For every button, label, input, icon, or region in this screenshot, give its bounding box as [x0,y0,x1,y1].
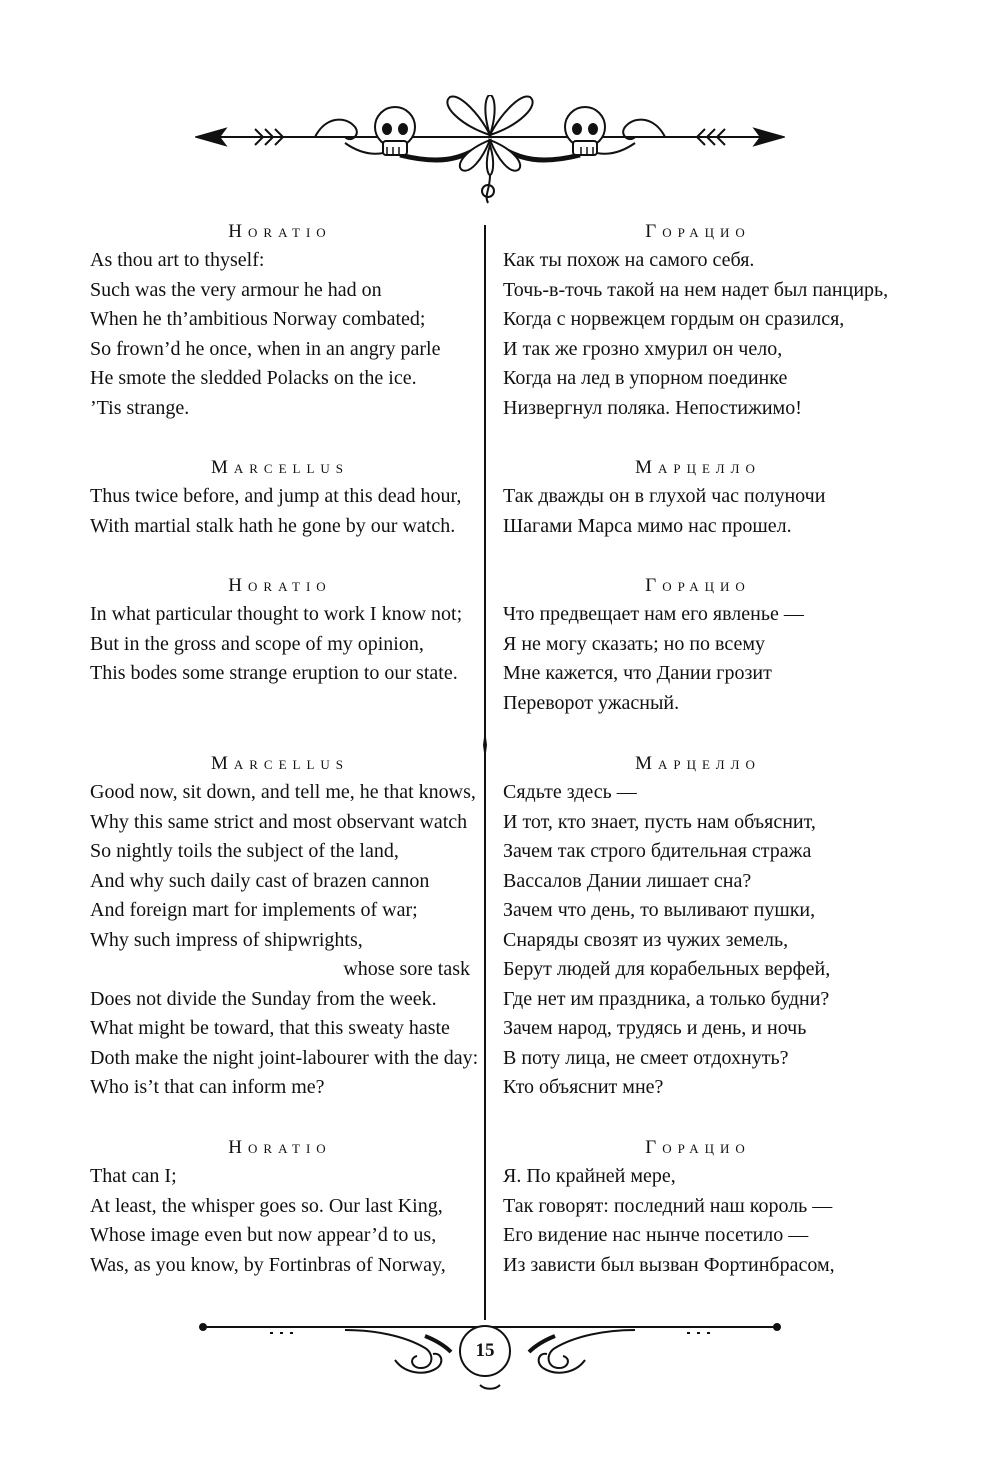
verse-line: Who is’t that can inform me? [90,1076,325,1098]
speaker-name: Marcellus [210,753,350,774]
verse-line: And why such daily cast of brazen cannon [90,869,430,892]
verse-line: Снаряды свозят из чужих земель, [503,928,789,951]
verse-line: And foreign mart for implements of war; [90,899,418,921]
verse-line: И так же грозно хмурил он чело, [503,337,783,360]
verse-line: Когда с норвежцем гордым он сразился, [503,308,845,330]
verse-line: Why such impress of shipwrights, [90,928,363,951]
verse-line: Why this same strict and most observant watch [90,810,468,833]
verse-line: Мне кажется, что Дании грозит [503,662,772,684]
verse-line: И тот, кто знает, пусть нам объяснит, [503,810,816,833]
verse-line: Точь-в-точь такой на нем надет был панцирь, [503,278,889,301]
verse-line: Где нет им праздника, а только будни? [503,987,830,1010]
verse-line: ’Tis strange. [90,396,190,419]
verse-line: Из зависти был вызван Фортинбрасом, [503,1253,835,1276]
verse-line: At least, the whisper goes so. Our last King, [90,1194,443,1217]
verse-line: Вассалов Дании лишает сна? [503,869,752,892]
speaker-name: Marcellus [210,457,350,478]
verse-line: Его видение нас нынче посетило — [503,1224,809,1246]
lily-icon [447,95,532,203]
verse-line: Берут людей для корабельных верфей, [503,958,831,980]
verse-line: As thou art to thyself: [90,249,265,271]
verse-line: But in the gross and scope of my opinion, [90,632,424,655]
verse-line: Я. По крайней мере, [503,1165,676,1187]
speaker-name: Марцелло [635,753,761,774]
speech-horatio-en-3 [90,1134,470,1280]
verse-line: So nightly toils the subject of the land, [90,840,399,862]
verse-line: Good now, sit down, and tell me, he that knows, [90,781,476,803]
verse-line: Когда на лед в упорном поединке [503,367,788,389]
speaker-name: Горацио [645,1137,751,1158]
speech-horatio-en-2 [90,572,470,689]
verse-line: Зачем что день, то выливают пушки, [503,899,816,921]
right-skull-icon [565,107,605,155]
verse-line: He smote the sledded Polacks on the ice. [90,367,417,389]
verse-line: Кто объяснит мне? [503,1076,664,1098]
speech-marcellus-en-2 [90,750,479,1103]
verse-line: Что предвещает нам его явленье — [503,603,804,625]
verse-line: With martial stalk hath he gone by our watch. [90,514,456,537]
verse-line: Thus twice before, and jump at this dead hour, [90,485,462,507]
verse-line: Переворот ужасный. [503,691,680,714]
speaker-name: Horatio [228,575,332,596]
verse-line: This bodes some strange eruption to our state. [90,662,458,684]
verse-line: Как ты похож на самого себя. [503,249,755,271]
speaker-name: Horatio [228,221,332,242]
verse-line: What might be toward, that this sweaty haste [90,1017,450,1039]
page-number: 15 [459,1325,511,1377]
verse-line: So frown’d he once, when in an angry parle [90,337,441,360]
verse-line: In what particular thought to work I know not; [90,603,463,625]
speech-marcellus-ru-2 [503,750,893,1103]
verse-line: When he th’ambitious Norway combated; [90,308,426,330]
speaker-name: Горацио [645,221,751,242]
speaker-name: Горацио [645,575,751,596]
verse-line: В поту лица, не смеет отдохнуть? [503,1046,789,1069]
verse-line: Я не могу сказать; но по всему [503,632,766,655]
speech-horatio-en-1 [90,218,470,423]
top-ornament-skulls-lily-icon [195,95,785,225]
verse-line: Does not divide the Sunday from the week. [90,987,437,1010]
verse-line: Так дважды он в глухой час полуночи [503,485,826,507]
left-skull-icon [375,107,415,155]
verse-line-continuation: whose sore task [343,958,470,980]
speech-horatio-ru-2 [503,572,893,718]
verse-line: Низвергнул поляка. Непостижимо! [503,396,802,419]
verse-line: Was, as you know, by Fortinbras of Norway, [90,1253,446,1276]
speaker-name: Марцелло [635,457,761,478]
verse-line: Whose image even but now appear’d to us, [90,1224,437,1246]
verse-line: Зачем так строго бдительная стража [503,840,812,862]
verse-line: Such was the very armour he had on [90,278,382,301]
verse-line: Так говорят: последний наш король — [503,1194,833,1217]
verse-line: Doth make the night joint-labourer with the day: [90,1046,479,1069]
verse-line: Шагами Марса мимо нас прошел. [503,514,792,537]
speech-horatio-ru-3 [503,1134,893,1280]
speaker-name: Horatio [228,1137,332,1158]
speech-marcellus-ru-1 [503,454,893,541]
verse-line: Сядьте здесь — [503,781,637,803]
speech-horatio-ru-1 [503,218,893,423]
speech-marcellus-en-1 [90,454,470,541]
column-divider [483,225,487,1320]
verse-line: That can I; [90,1165,177,1187]
verse-line: Зачем народ, трудясь и день, и ночь [503,1017,807,1039]
